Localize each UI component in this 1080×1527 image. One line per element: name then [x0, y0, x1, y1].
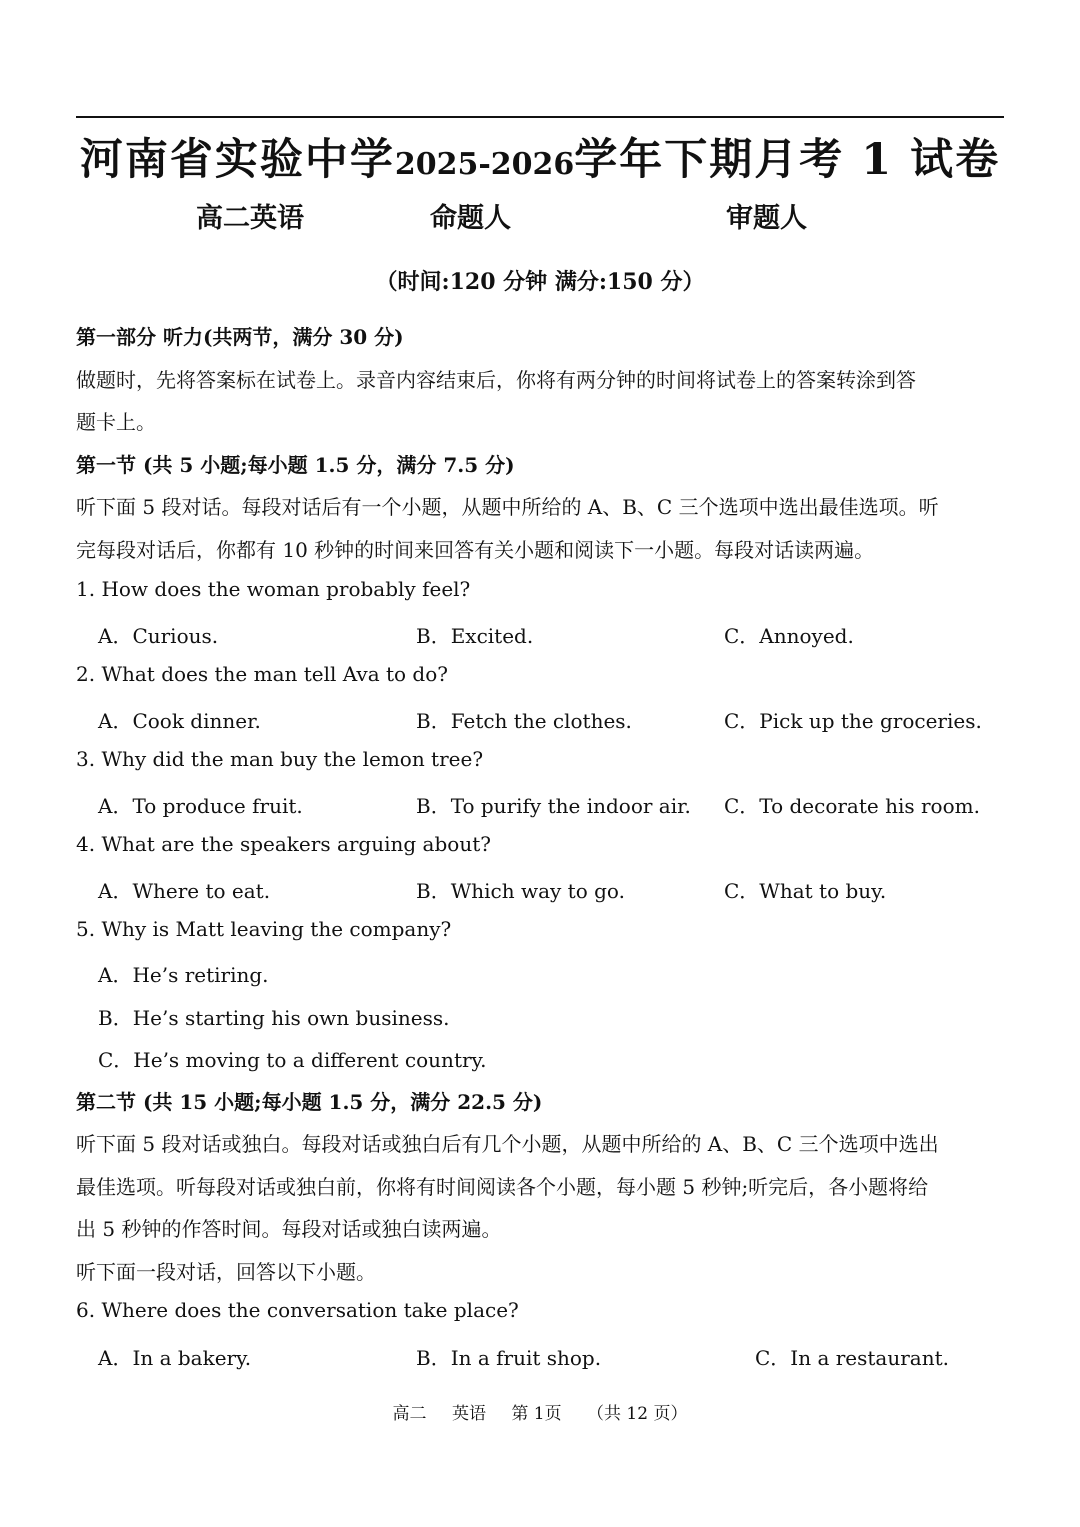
section2-instruction-1: 听下面 5 段对话或独白。每段对话或独白后有几个小题，从题中所给的 A、B、C 三个选项中选出 — [76, 1132, 939, 1156]
time-info: （时间:120 分钟 满分:150 分） — [375, 269, 705, 295]
question-stem: 5. Why is Matt leaving the company? — [76, 917, 452, 941]
option-a: A．Where to eat. — [98, 879, 271, 903]
part1-heading: 第一部分 听力(共两节，满分 30 分) — [76, 325, 404, 349]
subject-label: 高二英语 — [196, 203, 304, 234]
title-year: 2025-2026 — [394, 147, 575, 182]
option-b: B．To purify the indoor air. — [416, 794, 691, 818]
exam-title — [76, 126, 1004, 187]
section2-instruction-2: 最佳选项。听每段对话或独白前，你将有时间阅读各个小题，每小题 5 秒钟;听完后，各小题将给 — [76, 1175, 929, 1199]
option-a: A．To produce fruit. — [98, 794, 303, 818]
option-b: B．Excited. — [416, 624, 534, 648]
section1-instruction-2: 完每段对话后，你都有 10 秒钟的时间来回答有关小题和阅读下一小题。每段对话读两遍。 — [76, 538, 875, 562]
reviewer-label: 审题人 — [726, 203, 807, 234]
question-stem: 4. What are the speakers arguing about? — [76, 832, 491, 856]
question-stem: 2. What does the man tell Ava to do? — [76, 662, 448, 686]
title-suffix: 学年下期月考 1 试卷 — [574, 135, 1001, 185]
part1-instruction-2: 题卡上。 — [76, 410, 156, 434]
section2-heading: 第二节 (共 15 小题;每小题 1.5 分，满分 22.5 分) — [76, 1090, 543, 1114]
question-stem: 3. Why did the man buy the lemon tree? — [76, 747, 484, 771]
option-a: A．Cook dinner. — [98, 709, 261, 733]
option-a: A．He’s retiring. — [98, 963, 269, 987]
option-c: C．Pick up the groceries. — [724, 709, 982, 733]
section2-instruction-3: 出 5 秒钟的作答时间。每段对话或独白读两遍。 — [76, 1217, 502, 1241]
option-b: B．In a fruit shop. — [416, 1346, 602, 1370]
part1-instruction-1: 做题时，先将答案标在试卷上。录音内容结束后，你将有两分钟的时间将试卷上的答案转涂到答 — [76, 368, 916, 392]
option-c: C．What to buy. — [724, 879, 887, 903]
option-a: A．Curious. — [98, 624, 219, 648]
page-footer — [0, 1399, 1080, 1424]
option-c: C．Annoyed. — [724, 624, 854, 648]
dialogue-intro: 听下面一段对话，回答以下小题。 — [76, 1260, 376, 1284]
option-b: B．Which way to go. — [416, 879, 625, 903]
option-c: C．He’s moving to a different country. — [98, 1048, 487, 1072]
footer-subject: 英语 — [451, 1404, 486, 1424]
footer-total: （共 12 页） — [587, 1404, 688, 1424]
section1-heading: 第一节 (共 5 小题;每小题 1.5 分，满分 7.5 分) — [76, 453, 515, 477]
title-prefix: 河南省实验中学 — [79, 135, 395, 185]
option-b: B．Fetch the clothes. — [416, 709, 632, 733]
question-stem: 1. How does the woman probably feel? — [76, 577, 471, 601]
option-c: C．In a restaurant. — [755, 1346, 949, 1370]
footer-grade: 高二 — [392, 1404, 427, 1424]
top-rule — [76, 116, 1004, 118]
setter-label: 命题人 — [430, 203, 511, 234]
option-b: B．He’s starting his own business. — [98, 1006, 450, 1030]
option-c: C．To decorate his room. — [724, 794, 980, 818]
section1-instruction-1: 听下面 5 段对话。每段对话后有一个小题，从题中所给的 A、B、C 三个选项中选出最佳选项。听 — [76, 495, 939, 519]
question-stem: 6. Where does the conversation take place? — [76, 1298, 519, 1322]
footer-page: 第 1页 — [511, 1404, 562, 1424]
option-a: A．In a bakery. — [98, 1346, 252, 1370]
